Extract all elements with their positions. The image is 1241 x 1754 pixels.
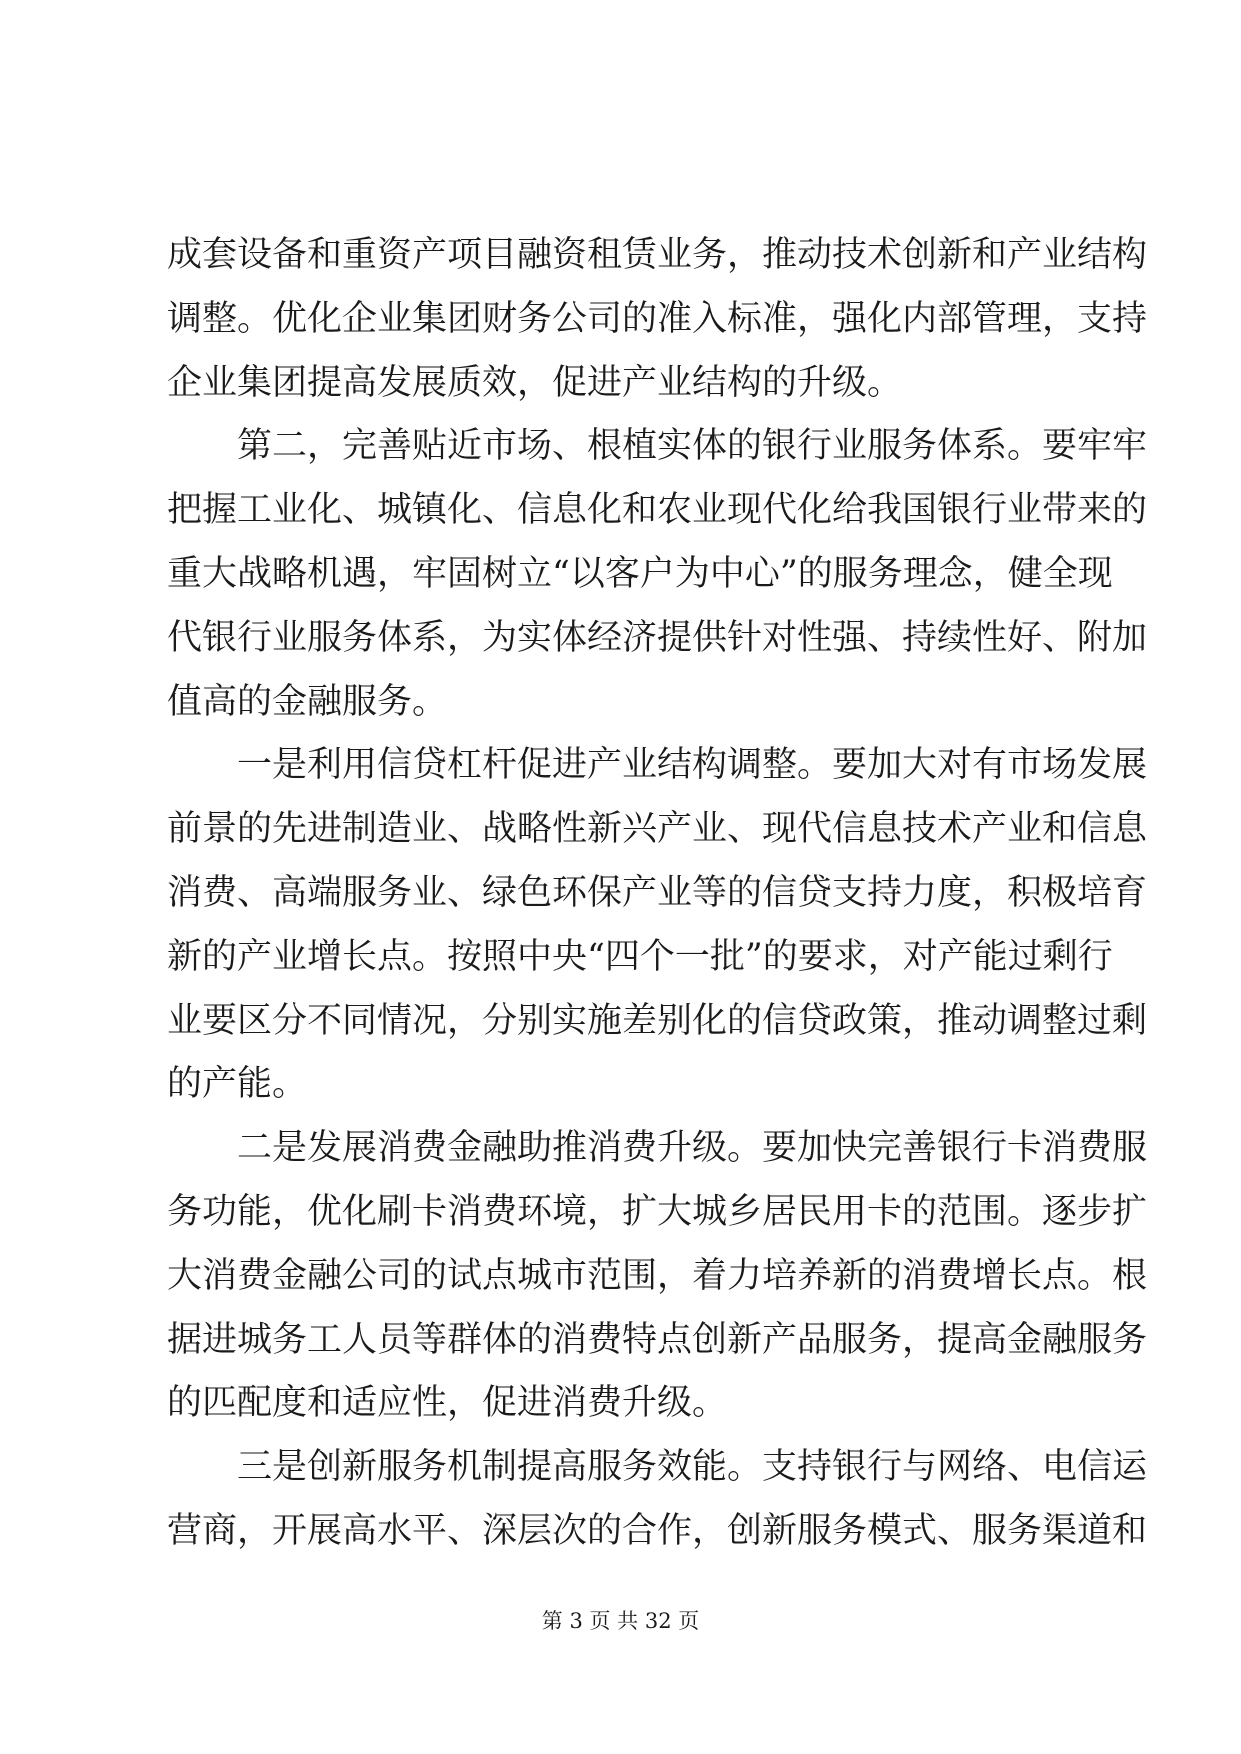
- page-footer: 第 3 页 共 32 页: [541, 1609, 700, 1633]
- text-line: 务功能，优化刷卡消费环境，扩大城乡居民用卡的范围。逐步扩: [167, 1191, 1148, 1232]
- text-line: 大消费金融公司的试点城市范围，着力培养新的消费增长点。根: [167, 1255, 1148, 1296]
- text-line: 三是创新服务机制提高服务效能。支持银行与网络、电信运: [167, 1447, 1148, 1488]
- text-line: 把握工业化、城镇化、信息化和农业现代化给我国银行业带来的: [167, 490, 1148, 531]
- text-line: 成套设备和重资产项目融资租赁业务，推动技术创新和产业结构: [167, 235, 1148, 275]
- text-line: 重大战略机遇，牢固树立“以客户为中心”的服务理念，健全现: [167, 553, 1113, 594]
- text-line: 一是利用信贷杠杆促进产业结构调整。要加大对有市场发展: [167, 745, 1148, 786]
- text-line: 的产能。: [167, 1064, 308, 1105]
- text-line: 企业集团提高发展质效，促进产业结构的升级。: [167, 362, 903, 403]
- text-line: 前景的先进制造业、战略性新兴产业、现代信息技术产业和信息: [167, 809, 1148, 850]
- text-line: 的匹配度和适应性，促进消费升级。: [167, 1383, 728, 1424]
- text-line: 第二，完善贴近市场、根植实体的银行业服务体系。要牢牢: [167, 426, 1148, 467]
- text-line: 调整。优化企业集团财务公司的准入标准，强化内部管理，支持: [167, 298, 1148, 339]
- text-line: 二是发展消费金融助推消费升级。要加快完善银行卡消费服: [167, 1128, 1148, 1169]
- text-line: 消费、高端服务业、绿色环保产业等的信贷支持力度，积极培育: [167, 872, 1148, 913]
- document-body: [167, 224, 1148, 1564]
- text-line: 值高的金融服务。: [167, 681, 448, 722]
- text-line: 业要区分不同情况，分别实施差别化的信贷政策，推动调整过剩: [167, 1000, 1148, 1041]
- text-line: 新的产业增长点。按照中央“四个一批”的要求，对产能过剩行: [167, 936, 1113, 977]
- text-line: 营商，开展高水平、深层次的合作，创新服务模式、服务渠道和: [167, 1510, 1148, 1551]
- text-line: 据进城务工人员等群体的消费特点创新产品服务，提高金融服务: [167, 1319, 1148, 1360]
- text-line: 代银行业服务体系，为实体经济提供针对性强、持续性好、附加: [167, 617, 1148, 658]
